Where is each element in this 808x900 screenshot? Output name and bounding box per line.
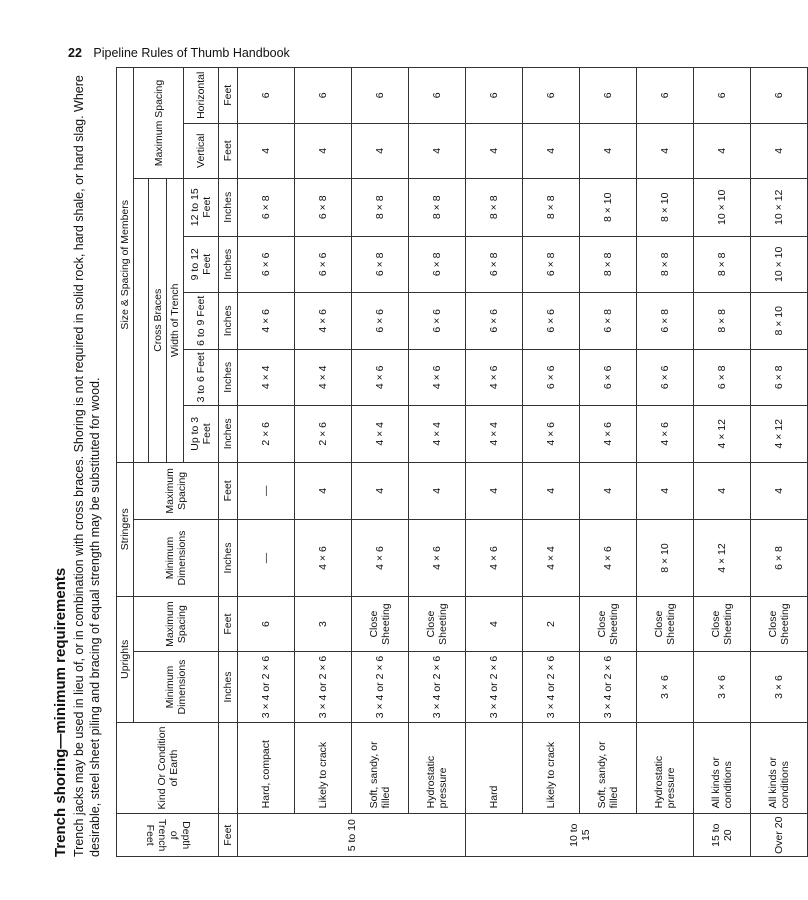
kind-cell: All kinds or conditions (694, 722, 751, 814)
cell-c3: 4 × 6 (238, 293, 295, 350)
cell-up-min: 3 × 4 or 2 × 6 (580, 652, 637, 722)
cell-c5: 10 × 10 (694, 178, 751, 236)
cell-c3: 8 × 10 (751, 293, 808, 350)
cell-c1: 4 × 6 (637, 406, 694, 463)
cell-st-max: 4 (751, 462, 808, 520)
width-9to12-header: 9 to 12 Feet (184, 236, 219, 293)
cell-c4: 8 × 8 (694, 236, 751, 293)
cell-up-max: Close Sheeting (409, 596, 466, 651)
uprights-min-dim-header: Minimum Dimensions (134, 652, 219, 722)
cell-vert: 4 (523, 123, 580, 178)
unit-cell: Feet (219, 814, 238, 857)
size-spacing-header: Size & Spacing of Members (117, 68, 134, 463)
cell-st-max: — (238, 462, 295, 520)
cell-horiz: 6 (523, 68, 580, 124)
cell-st-min: — (238, 520, 295, 597)
data-rows (238, 68, 808, 857)
table-row (580, 68, 637, 857)
rotated-page-content (52, 67, 791, 857)
cell-st-min: 4 × 6 (580, 520, 637, 597)
cell-vert: 4 (295, 123, 352, 178)
cell-c3: 6 × 8 (637, 293, 694, 350)
cell-c4: 6 × 8 (352, 236, 409, 293)
cell-up-max: Close Sheeting (580, 596, 637, 651)
cell-c5: 10 × 12 (751, 178, 808, 236)
unit-cell: Inches (219, 236, 238, 293)
cell-st-max: 4 (637, 462, 694, 520)
cell-up-max: Close Sheeting (637, 596, 694, 651)
cell-c4: 6 × 6 (238, 236, 295, 293)
cell-st-max: 4 (295, 462, 352, 520)
horizontal-header: Horizontal (184, 68, 219, 124)
cell-vert: 4 (751, 123, 808, 178)
cell-up-max: Close Sheeting (751, 596, 808, 651)
cell-st-min: 8 × 10 (637, 520, 694, 597)
cell-up-min: 3 × 4 or 2 × 6 (523, 652, 580, 722)
kind-cell: Hard, compact (238, 722, 295, 814)
cell-c3: 6 × 8 (580, 293, 637, 350)
cell-c5: 6 × 8 (295, 178, 352, 236)
cell-c1: 4 × 12 (751, 406, 808, 463)
cell-c1: 4 × 4 (352, 406, 409, 463)
cell-c3: 6 × 6 (466, 293, 523, 350)
table-row (466, 68, 523, 857)
cell-c4: 8 × 8 (580, 236, 637, 293)
unit-cell: Feet (219, 462, 238, 520)
cell-st-min: 4 × 6 (409, 520, 466, 597)
kind-cell: Soft, sandy, or filled (352, 722, 409, 814)
cell-vert: 4 (352, 123, 409, 178)
table-row (409, 68, 466, 857)
unit-cell: Inches (219, 349, 238, 406)
width-3to6-header: 3 to 6 Feet (184, 349, 219, 406)
cell-up-min: 3 × 4 or 2 × 6 (466, 652, 523, 722)
book-title: Pipeline Rules of Thumb Handbook (93, 46, 290, 60)
stringers-header: Stringers (117, 462, 134, 596)
cell-c1: 4 × 4 (466, 406, 523, 463)
cell-c2: 4 × 6 (466, 349, 523, 406)
cell-up-min: 3 × 4 or 2 × 6 (295, 652, 352, 722)
cell-c5: 8 × 10 (580, 178, 637, 236)
cell-vert: 4 (409, 123, 466, 178)
table-row (295, 68, 352, 857)
max-spacing-group-header: Maximum Spacing (134, 68, 184, 179)
kind-cell: Likely to crack (523, 722, 580, 814)
cell-c3: 6 × 6 (409, 293, 466, 350)
cell-c5: 8 × 8 (409, 178, 466, 236)
uprights-max-spacing-header: Maximum Spacing (134, 596, 219, 651)
cell-c2: 6 × 6 (580, 349, 637, 406)
cell-up-max: 6 (238, 596, 295, 651)
cell-c1: 4 × 12 (694, 406, 751, 463)
cell-up-max: Close Sheeting (694, 596, 751, 651)
cell-c1: 4 × 6 (580, 406, 637, 463)
cell-vert: 4 (238, 123, 295, 178)
table-row (238, 68, 295, 857)
cell-c4: 6 × 8 (523, 236, 580, 293)
cell-up-max: 4 (466, 596, 523, 651)
stringers-min-dim-header: Minimum Dimensions (134, 520, 219, 597)
cell-up-min: 3 × 4 or 2 × 6 (238, 652, 295, 722)
cell-horiz: 6 (751, 68, 808, 124)
cell-c1: 4 × 4 (409, 406, 466, 463)
stringers-max-spacing-header: Maximum Spacing (134, 462, 219, 520)
kind-cell: Hydrostatic pressure (409, 722, 466, 814)
kind-cell: Hard (466, 722, 523, 814)
intro-paragraph: Trench jacks may be used in lieu of, or in combination with cross braces. Shoring is not required in solid rock, hard shale, or hard slag. Where desirable, steel sheet piling and bracing of equal strength may be substituted for wood. (72, 75, 102, 857)
cell-horiz: 6 (352, 68, 409, 124)
unit-cell: Inches (219, 178, 238, 236)
blank-spacer (134, 178, 149, 462)
trench-shoring-table (116, 67, 808, 857)
cell-c5: 8 × 10 (637, 178, 694, 236)
unit-cell: Inches (219, 406, 238, 463)
section-title: Trench shoring—minimum requirements (52, 567, 69, 857)
cell-vert: 4 (637, 123, 694, 178)
table-row (694, 68, 751, 857)
cell-st-min: 6 × 8 (751, 520, 808, 597)
cell-up-min: 3 × 4 or 2 × 6 (352, 652, 409, 722)
cell-horiz: 6 (466, 68, 523, 124)
cell-c2: 6 × 8 (694, 349, 751, 406)
cell-up-min: 3 × 6 (694, 652, 751, 722)
cell-c5: 8 × 8 (466, 178, 523, 236)
table-row (352, 68, 409, 857)
kind-cell: Soft, sandy, or filled (580, 722, 637, 814)
cell-horiz: 6 (409, 68, 466, 124)
unit-cell: Feet (219, 596, 238, 651)
cell-st-max: 4 (409, 462, 466, 520)
width-upto3-header: Up to 3 Feet (184, 406, 219, 463)
cell-st-max: 4 (352, 462, 409, 520)
unit-cell: Feet (219, 68, 238, 124)
kind-cell: All kinds or conditions (751, 722, 808, 814)
cell-c3: 6 × 6 (352, 293, 409, 350)
cell-c2: 4 × 6 (409, 349, 466, 406)
cell-c5: 6 × 8 (238, 178, 295, 236)
unit-cell: Inches (219, 520, 238, 597)
cell-horiz: 6 (637, 68, 694, 124)
cell-horiz: 6 (295, 68, 352, 124)
width-6to9-header: 6 to 9 Feet (184, 293, 219, 350)
cell-c2: 4 × 4 (295, 349, 352, 406)
cell-up-min: 3 × 6 (751, 652, 808, 722)
cell-st-min: 4 × 4 (523, 520, 580, 597)
cell-horiz: 6 (694, 68, 751, 124)
table-row (523, 68, 580, 857)
page-number: 22 (68, 46, 82, 60)
kind-header: Kind Or Condition of Earth (117, 722, 219, 814)
cell-c4: 10 × 10 (751, 236, 808, 293)
width-12to15-header: 12 to 15 Feet (184, 178, 219, 236)
cell-c2: 6 × 8 (751, 349, 808, 406)
cell-st-min: 4 × 6 (295, 520, 352, 597)
cell-vert: 4 (580, 123, 637, 178)
kind-cell: Hydrostatic pressure (637, 722, 694, 814)
vertical-header: Vertical (184, 123, 219, 178)
cell-c4: 8 × 8 (637, 236, 694, 293)
cell-c3: 6 × 6 (523, 293, 580, 350)
cell-up-max: 2 (523, 596, 580, 651)
cell-up-min: 3 × 6 (637, 652, 694, 722)
cell-st-min: 4 × 6 (352, 520, 409, 597)
table-row (637, 68, 694, 857)
unit-cell: Inches (219, 652, 238, 722)
cell-c1: 2 × 6 (238, 406, 295, 463)
cell-up-max: Close Sheeting (352, 596, 409, 651)
cell-horiz: 6 (580, 68, 637, 124)
page-header (68, 46, 290, 60)
cell-c5: 8 × 8 (352, 178, 409, 236)
unit-cell (219, 722, 238, 814)
cell-c2: 6 × 6 (637, 349, 694, 406)
cell-horiz: 6 (238, 68, 295, 124)
cell-up-min: 3 × 4 or 2 × 6 (409, 652, 466, 722)
depth-group-cell: 5 to 10 (238, 814, 466, 857)
unit-cell: Feet (219, 123, 238, 178)
cell-st-max: 4 (523, 462, 580, 520)
unit-cell: Inches (219, 293, 238, 350)
table-row (751, 68, 808, 857)
cell-vert: 4 (694, 123, 751, 178)
cell-c2: 6 × 6 (523, 349, 580, 406)
units-row (219, 68, 238, 857)
cell-st-max: 4 (694, 462, 751, 520)
depth-group-cell: Over 20 (751, 814, 808, 857)
cell-st-min: 4 × 6 (466, 520, 523, 597)
depth-header: Depth of Trench Feet (117, 814, 219, 857)
cell-c4: 6 × 6 (295, 236, 352, 293)
cell-st-max: 4 (466, 462, 523, 520)
depth-group-cell: 15 to 20 (694, 814, 751, 857)
cell-vert: 4 (466, 123, 523, 178)
width-of-trench-header: Width of Trench (167, 178, 184, 462)
cell-c1: 4 × 6 (523, 406, 580, 463)
cross-braces-header: Cross Braces (149, 178, 167, 462)
cell-up-max: 3 (295, 596, 352, 651)
uprights-header: Uprights (117, 596, 134, 722)
cell-c5: 8 × 8 (523, 178, 580, 236)
cell-c2: 4 × 6 (352, 349, 409, 406)
cell-c2: 4 × 4 (238, 349, 295, 406)
cell-c1: 2 × 6 (295, 406, 352, 463)
cell-c3: 4 × 6 (295, 293, 352, 350)
kind-cell: Likely to crack (295, 722, 352, 814)
depth-group-cell: 10 to 15 (466, 814, 694, 857)
cell-c3: 8 × 8 (694, 293, 751, 350)
cell-st-min: 4 × 12 (694, 520, 751, 597)
cell-st-max: 4 (580, 462, 637, 520)
cell-c4: 6 × 8 (466, 236, 523, 293)
cell-c4: 6 × 8 (409, 236, 466, 293)
